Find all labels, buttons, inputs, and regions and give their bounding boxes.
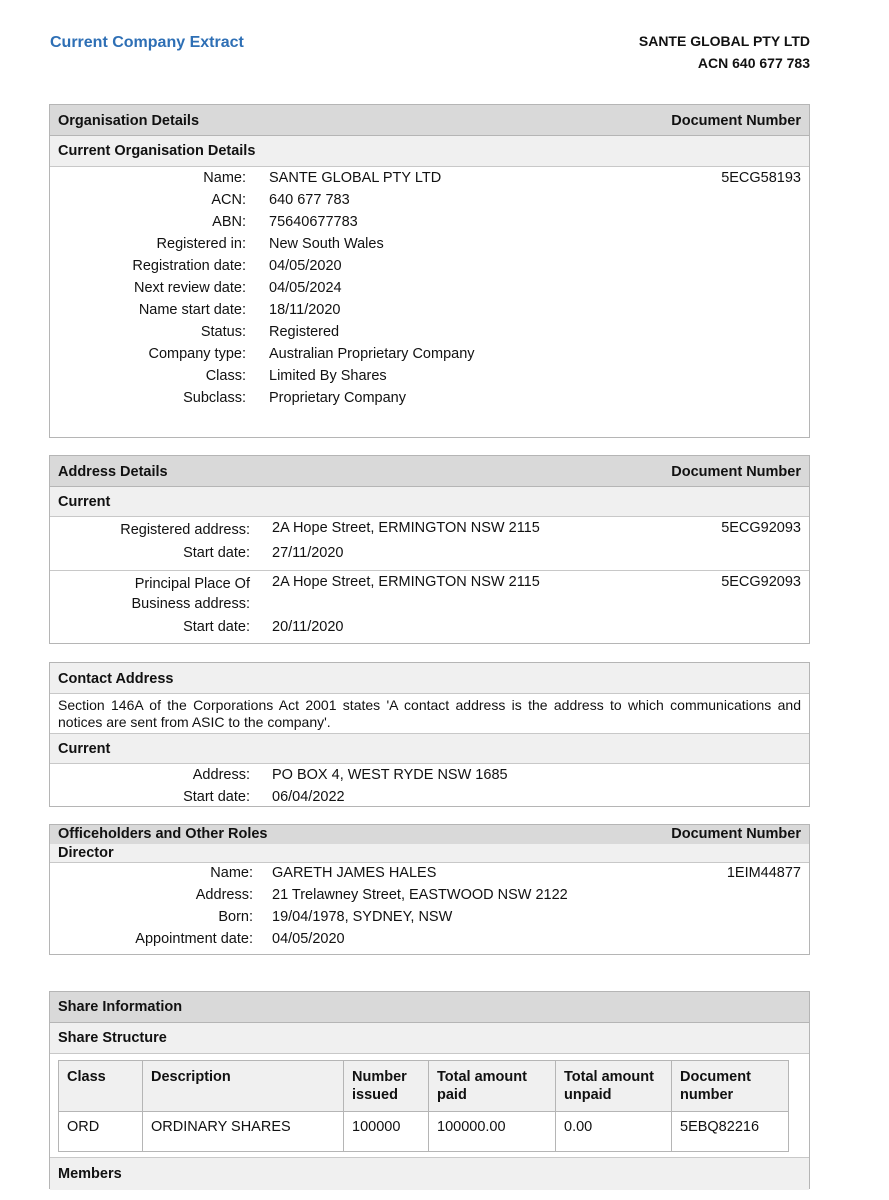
table-cell: ORD [59, 1112, 143, 1152]
section-title: Officeholders and Other Roles [58, 826, 268, 842]
section-header [50, 456, 809, 487]
contact-address-note: Section 146A of the Corporations Act 2001 states 'A contact address is the address to which communications and notices are sent from ASIC to the company'. [58, 697, 801, 730]
field-value: 18/11/2020 [269, 302, 341, 318]
share-structure-table [58, 1060, 789, 1152]
field-label: Appointment date: [135, 931, 253, 947]
subsection-header [50, 844, 809, 863]
field-label: ACN: [211, 192, 246, 208]
share-information-section [49, 991, 810, 1189]
field-value: 04/05/2024 [269, 280, 342, 296]
field-value: Proprietary Company [269, 390, 406, 406]
section-header [50, 992, 809, 1023]
field-label: Address: [195, 887, 253, 903]
field-value: 04/05/2020 [269, 258, 342, 274]
document-number-header: Document Number [671, 464, 801, 480]
document-number: 1EIM44877 [726, 865, 801, 881]
subsection-title: Current Organisation Details [58, 143, 256, 159]
page-title: Current Company Extract [50, 34, 244, 51]
field-label: Name: [210, 865, 253, 881]
start-date-label: Start date: [183, 789, 250, 805]
field-value: 640 677 783 [269, 192, 350, 208]
start-date-value: 27/11/2020 [272, 545, 344, 561]
column-header: Document number [672, 1061, 789, 1112]
field-label: Born: [218, 909, 253, 925]
principal-place-label-line2: Business address: [131, 596, 250, 612]
field-value: New South Wales [269, 236, 384, 252]
field-value: Limited By Shares [269, 368, 387, 384]
table-cell: 5EBQ82216 [672, 1112, 789, 1152]
field-label: Registration date: [132, 258, 246, 274]
column-header: Class [59, 1061, 143, 1112]
field-value: GARETH JAMES HALES [272, 865, 437, 881]
subsection-header [50, 1023, 809, 1054]
contact-address-label: Address: [192, 767, 250, 783]
section-title: Share Information [58, 999, 183, 1015]
registered-address-label: Registered address: [120, 522, 250, 538]
principal-place-value: 2A Hope Street, ERMINGTON NSW 2115 [272, 574, 540, 590]
table-cell: ORDINARY SHARES [143, 1112, 344, 1152]
address-details-section [49, 455, 810, 644]
company-acn: ACN 640 677 783 [697, 55, 810, 71]
column-header: Total amount unpaid [556, 1061, 672, 1112]
column-header: Total amount paid [429, 1061, 556, 1112]
column-header: Number issued [344, 1061, 429, 1112]
field-value: SANTE GLOBAL PTY LTD [269, 170, 442, 186]
company-name: SANTE GLOBAL PTY LTD [638, 33, 810, 49]
column-header: Description [143, 1061, 344, 1112]
field-value: 19/04/1978, SYDNEY, NSW [272, 909, 453, 925]
contact-address-section [49, 662, 810, 807]
document-number: 5ECG92093 [721, 520, 801, 536]
field-value: 04/05/2020 [272, 931, 345, 947]
section-header [50, 105, 809, 136]
subsection-title: Current [58, 494, 111, 510]
subsection-header [50, 733, 809, 764]
start-date-label: Start date: [183, 545, 250, 561]
document-number: 5ECG58193 [721, 170, 801, 186]
field-label: Class: [205, 368, 246, 384]
document-number: 5ECG92093 [721, 574, 801, 590]
table-body [59, 1112, 789, 1152]
section-title: Address Details [58, 464, 168, 480]
members-title: Members [58, 1166, 122, 1182]
field-label: Next review date: [133, 280, 246, 296]
subsection-title: Current [58, 741, 111, 757]
field-value: 75640677783 [269, 214, 358, 230]
contact-address-value: PO BOX 4, WEST RYDE NSW 1685 [272, 767, 508, 783]
field-value: Australian Proprietary Company [269, 346, 475, 362]
table-cell: 100000 [344, 1112, 429, 1152]
document-number-header: Document Number [671, 826, 801, 842]
organisation-details-section [49, 104, 810, 438]
section-title: Organisation Details [58, 113, 200, 129]
principal-place-label-line1: Principal Place Of [134, 576, 250, 592]
officeholders-section [49, 824, 810, 955]
divider [50, 570, 809, 571]
section-title: Contact Address [58, 671, 174, 687]
role-title: Director [58, 845, 114, 861]
field-label: Name: [203, 170, 246, 186]
section-header [50, 663, 809, 694]
field-label: ABN: [212, 214, 246, 230]
field-label: Company type: [148, 346, 246, 362]
start-date-value: 06/04/2022 [272, 789, 345, 805]
subsection-header [50, 136, 809, 167]
table-header-row [59, 1061, 789, 1112]
field-label: Status: [200, 324, 246, 340]
field-label: Registered in: [156, 236, 246, 252]
start-date-label: Start date: [183, 619, 250, 635]
field-value: 21 Trelawney Street, EASTWOOD NSW 2122 [272, 887, 568, 903]
section-header [50, 825, 809, 844]
start-date-value: 20/11/2020 [272, 619, 344, 635]
subsection-header [50, 1157, 809, 1190]
table-row [59, 1112, 789, 1152]
document-number-header: Document Number [671, 113, 801, 129]
table-cell: 0.00 [556, 1112, 672, 1152]
subsection-header [50, 487, 809, 517]
field-label: Subclass: [183, 390, 246, 406]
registered-address-value: 2A Hope Street, ERMINGTON NSW 2115 [272, 520, 540, 536]
field-value: Registered [269, 324, 340, 340]
table-cell: 100000.00 [429, 1112, 556, 1152]
subsection-title: Share Structure [58, 1030, 167, 1046]
field-label: Name start date: [138, 302, 246, 318]
